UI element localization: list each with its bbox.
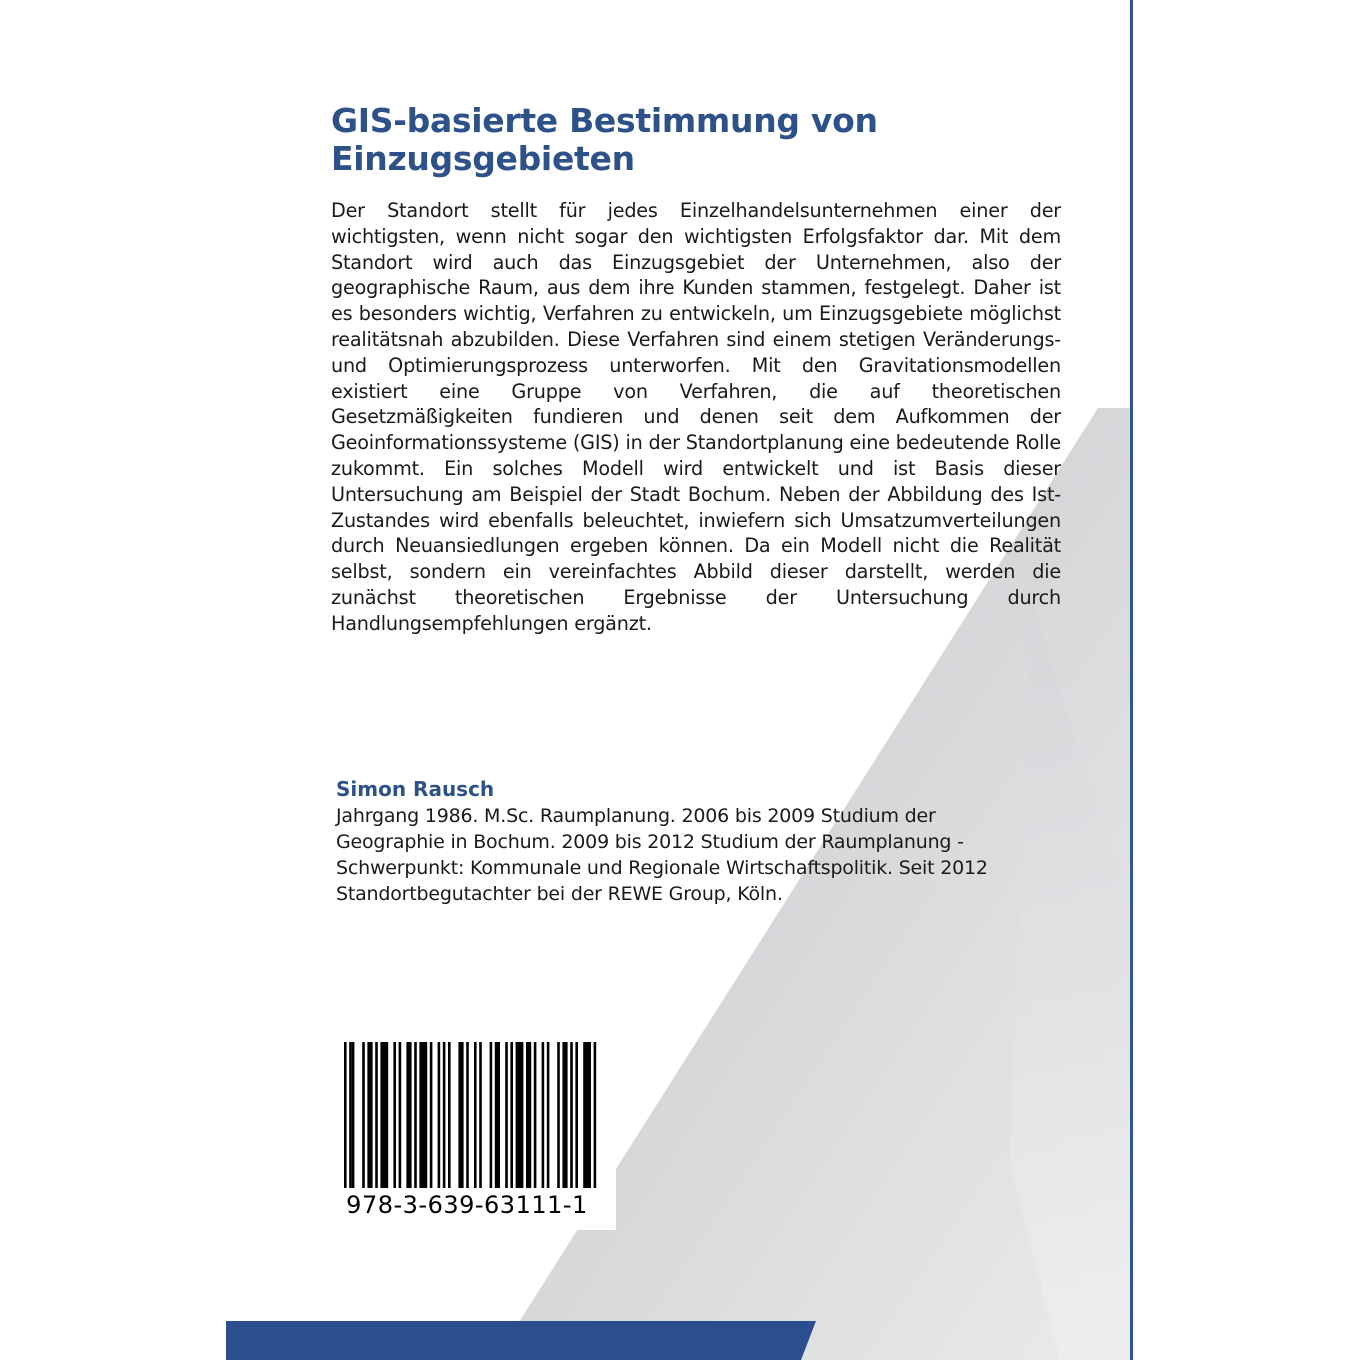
barcode-bar (542, 1042, 545, 1188)
barcode-bar (362, 1042, 365, 1188)
barcode-bar (458, 1042, 463, 1188)
barcode-bar (479, 1042, 482, 1188)
barcode-bar (495, 1042, 500, 1188)
barcode-bar (510, 1042, 513, 1188)
barcode-bar (466, 1042, 469, 1188)
author-bio-line: Standortbegutachter bei der REWE Group, Köln. (336, 883, 783, 905)
barcode-bar (575, 1042, 578, 1188)
barcode-bar (375, 1042, 378, 1188)
author-bio-line: Geographie in Bochum. 2009 bis 2012 Studium der Raumplanung - (336, 831, 964, 853)
author-bio-line: Schwerpunkt: Kommunale und Regionale Wirtschaftspolitik. Seit 2012 (336, 857, 988, 879)
barcode-bar (443, 1042, 446, 1188)
barcode-bar (349, 1042, 352, 1188)
author-bio (336, 803, 1066, 907)
barcode-bar (406, 1042, 411, 1188)
isbn-barcode (336, 1034, 616, 1230)
bottom-color-band (226, 1321, 826, 1360)
barcode-bar (414, 1042, 417, 1188)
barcode-bar (505, 1042, 508, 1188)
barcode-bar (352, 1042, 355, 1188)
book-title-line-2: Einzugsgebieten (331, 139, 635, 178)
barcode-bar (534, 1042, 537, 1188)
barcode-bar (419, 1042, 427, 1188)
barcode-bar (562, 1042, 567, 1188)
author-bio-line: Jahrgang 1986. M.Sc. Raumplanung. 2006 bis 2009 Studium der (336, 805, 936, 827)
spine-line (1130, 0, 1133, 1360)
barcode-bar (557, 1042, 560, 1188)
barcode-bar (594, 1042, 597, 1188)
barcode-bar (570, 1042, 573, 1188)
barcode-bar (438, 1042, 441, 1188)
barcode-bar (583, 1042, 591, 1188)
book-blurb: Der Standort stellt für jedes Einzelhandelsunternehmen einer der wichtigsten, wenn nicht sogar den wichtigsten Erfolgsfaktor dar. Mit dem Standort wird auch das Einzugsgebiet der Unternehmen, also der geographische Raum, aus dem ihre Kunden stammen, festgelegt. Daher ist es besonders wichtig, Verfahren zu entwickeln, um Einzugsgebiete möglichst realitätsnah abzubilden. Diese Verfahren sind einem stetigen Veränderungs- und Optimierungsprozess unterworfen. Mit den Gravitationsmodellen existiert eine Gruppe von Verfahren, die auf theoretischen Gesetzmäßigkeiten fundieren und denen seit dem Aufkommen der Geoinformationssysteme (GIS) in der Standortplanung eine bedeutende Rolle zukommt. Ein solches Modell wird entwickelt und ist Basis dieser Untersuchung am Beispiel der Stadt Bochum. Neben der Abbildung des Ist-Zustandes wird ebenfalls beleuchtet, inwiefern sich Umsatzumverteilungen durch Neuansiedlungen ergeben können. Da ein Modell nicht die Realität selbst, sondern ein vereinfachtes Abbild dieser darstellt, werden die zunächst theoretischen Ergebnisse der Untersuchung durch Handlungsempfehlungen ergänzt. (331, 199, 1061, 635)
barcode-bar (393, 1042, 396, 1188)
barcode-bar (490, 1042, 493, 1188)
barcode-bar (448, 1042, 451, 1188)
isbn-number: 978-3-639-63111-1 (346, 1191, 588, 1219)
barcode-bar (474, 1042, 477, 1188)
book-title-line-1: GIS-basierte Bestimmung von (331, 101, 878, 140)
barcode-bar (430, 1042, 433, 1188)
barcode-bar (516, 1042, 524, 1188)
barcode-bar (344, 1042, 347, 1188)
barcode-bar (380, 1042, 388, 1188)
book-title (331, 102, 1071, 178)
barcode-bar (367, 1042, 372, 1188)
barcode-bars (342, 1042, 608, 1188)
barcode-bar (399, 1042, 402, 1188)
barcode-bar (547, 1042, 550, 1188)
author-name: Simon Rausch (336, 777, 495, 801)
barcode-bar (526, 1042, 531, 1188)
